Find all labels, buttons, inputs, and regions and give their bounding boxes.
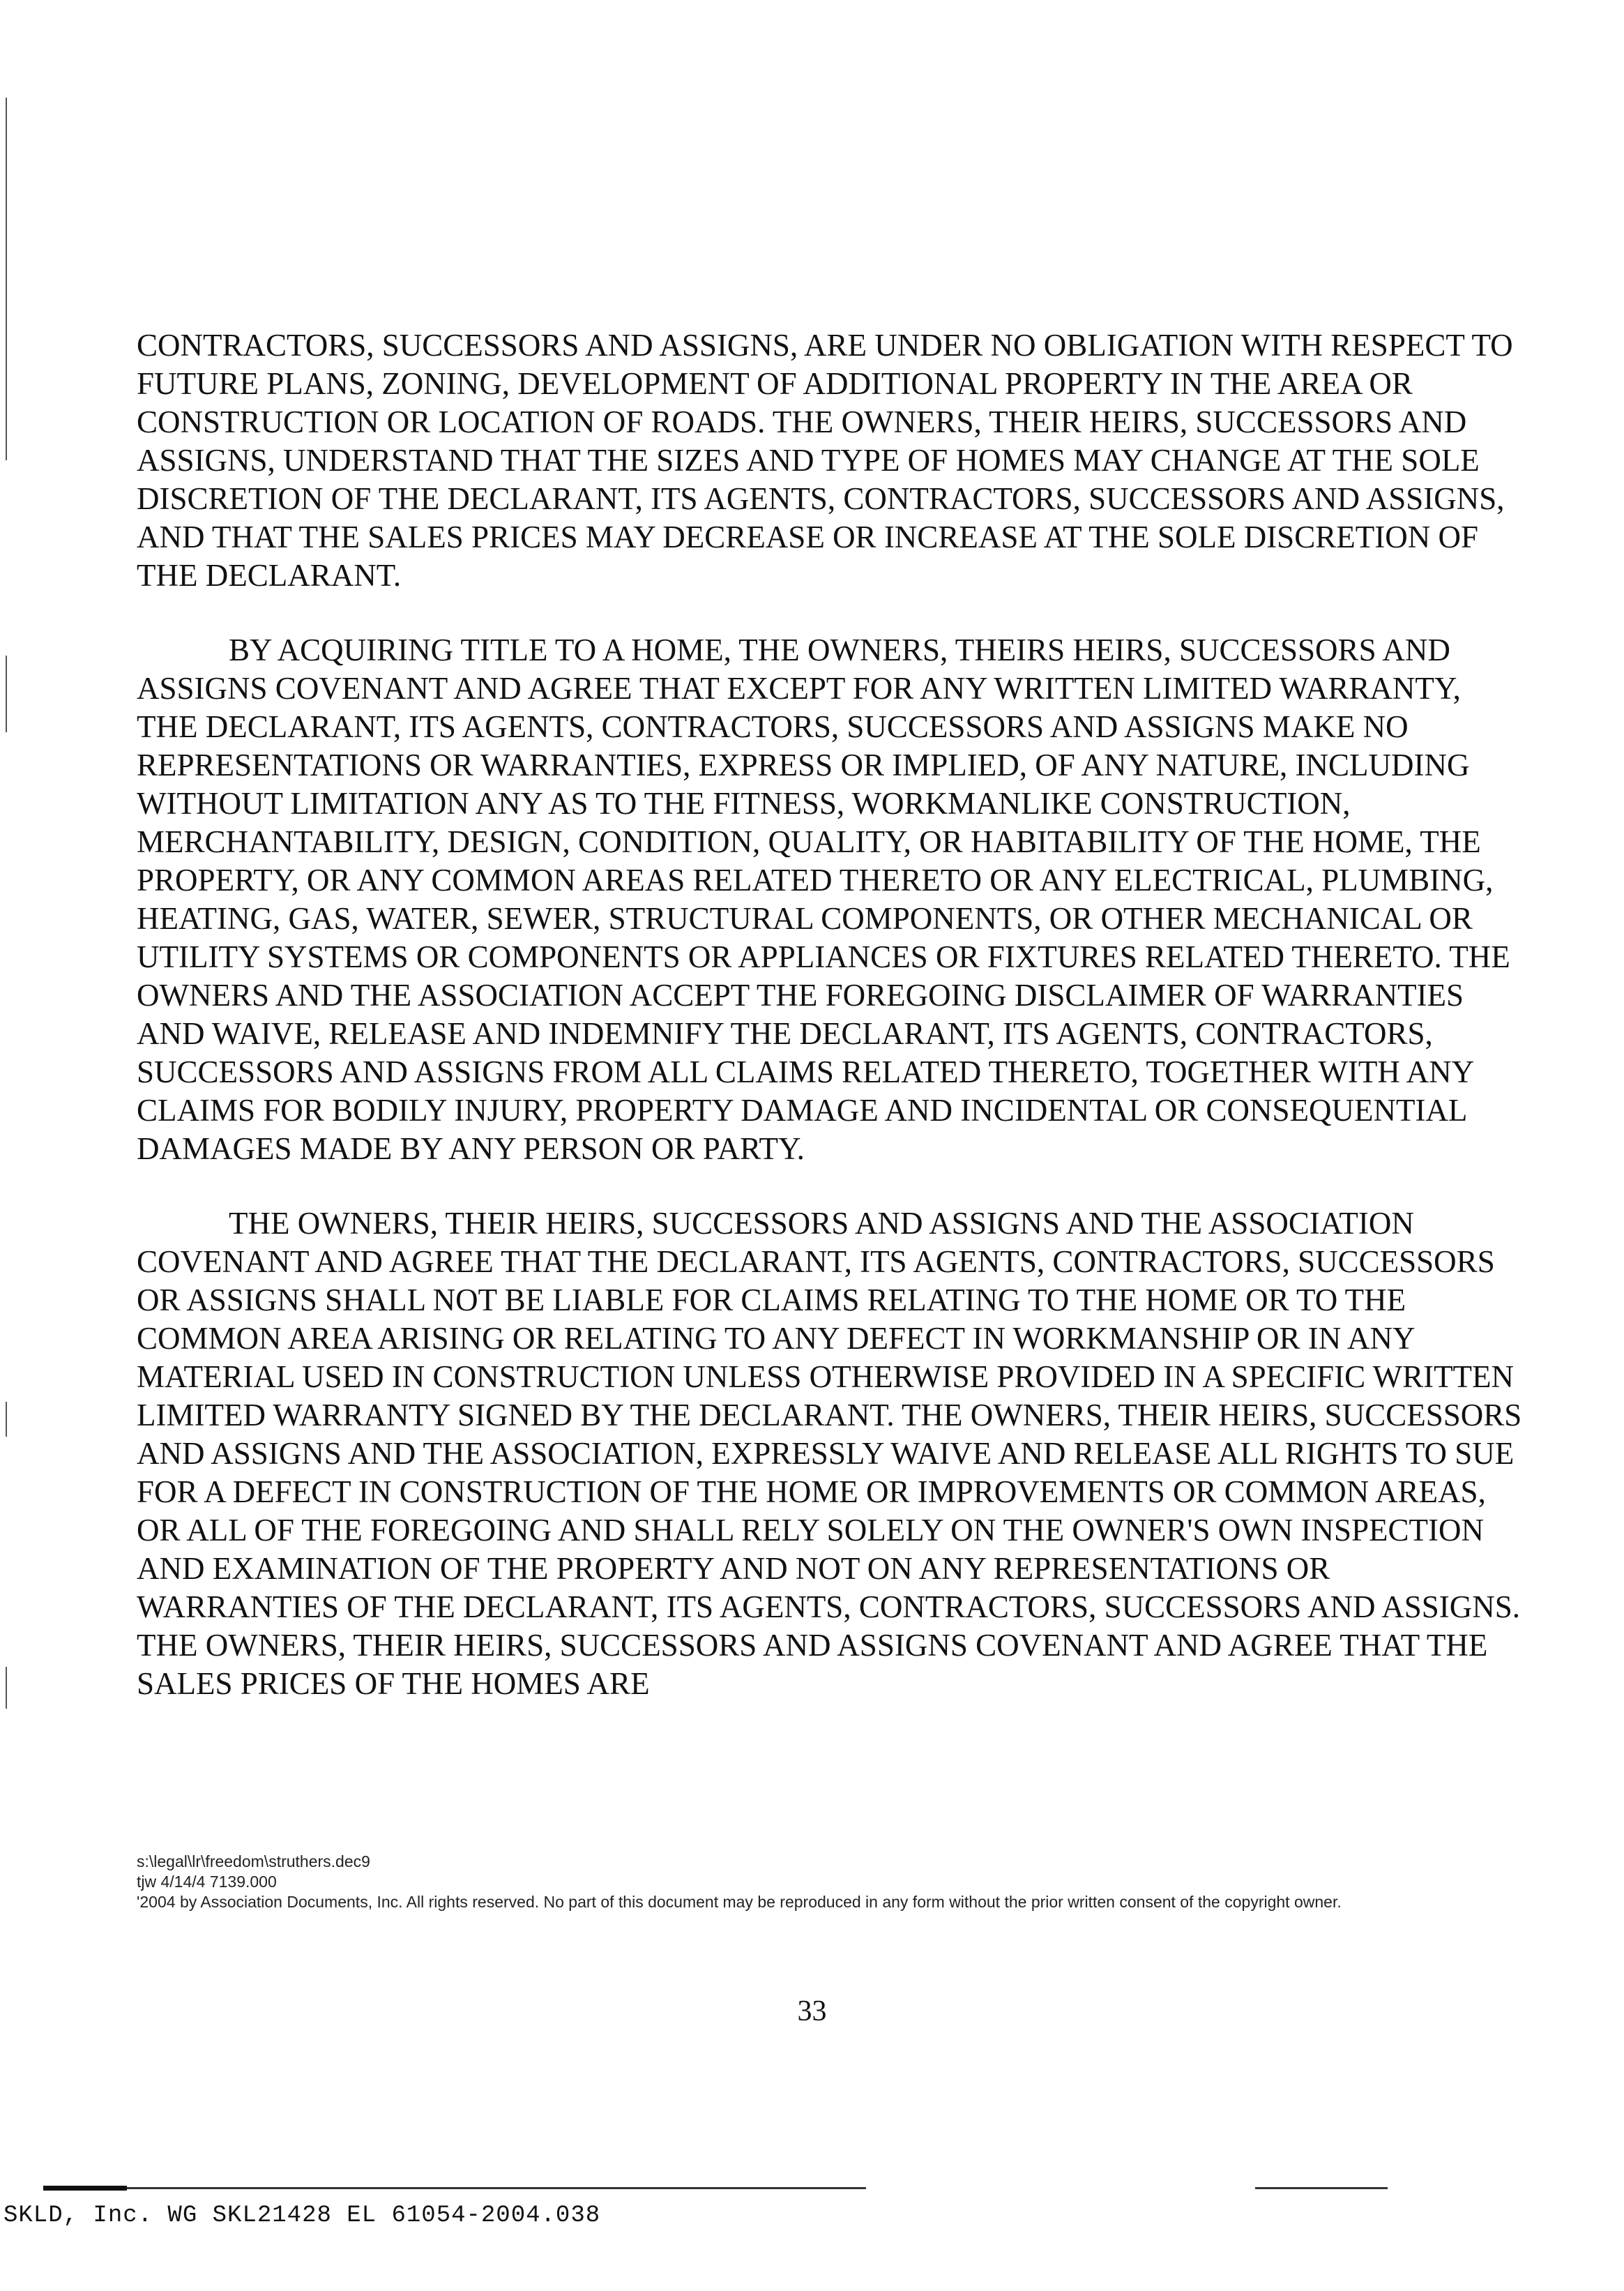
- footer-rule-mark: [43, 2186, 127, 2191]
- footer-copyright: '2004 by Association Documents, Inc. All rights reserved. No part of this document may be reproduced in any form without the prior written consent of the copyright owner.: [137, 1893, 1342, 1911]
- body-text: [137, 326, 1524, 1739]
- paragraph-1: CONTRACTORS, SUCCESSORS AND ASSIGNS, ARE UNDER NO OBLIGATION WITH RESPECT TO FUTURE PLANS, ZONING, DEVELOPMENT OF ADDITIONAL PROPERTY IN THE AREA OR CONSTRUCTION OR LOCATION OF ROADS. THE OWNERS, THEIR HEIRS, SUCCESSORS AND ASSIGNS, UNDERSTAND THAT THE SIZES AND TYPE OF HOMES MAY CHANGE AT THE SOLE DISCRETION OF THE DECLARANT, ITS AGENTS, CONTRACTORS, SUCCESSORS AND ASSIGNS, AND THAT THE SALES PRICES MAY DECREASE OR INCREASE AT THE SOLE DISCRETION OF THE DECLARANT.: [137, 328, 1513, 593]
- footer-file-path: s:\legal\lr\freedom\struthers.dec9: [137, 1852, 370, 1870]
- paragraph-3: THE OWNERS, THEIR HEIRS, SUCCESSORS AND ASSIGNS AND THE ASSOCIATION COVENANT AND AGREE THAT THE DECLARANT, ITS AGENTS, CONTRACTORS, SUCCESSORS OR ASSIGNS SHALL NOT BE LIABLE FOR CLAIMS RELATING TO THE HOME OR TO THE COMMON AREA ARISING OR RELATING TO ANY DEFECT IN WORKMANSHIP OR IN ANY MATERIAL USED IN CONSTRUCTION UNLESS OTHERWISE PROVIDED IN A SPECIFIC WRITTEN LIMITED WARRANTY SIGNED BY THE DECLARANT. THE OWNERS, THEIR HEIRS, SUCCESSORS AND ASSIGNS AND THE ASSOCIATION, EXPRESSLY WAIVE AND RELEASE ALL RIGHTS TO SUE FOR A DEFECT IN CONSTRUCTION OF THE HOME OR IMPROVEMENTS OR COMMON AREAS, OR ALL OF THE FOREGOING AND SHALL RELY SOLELY ON THE OWNER'S OWN INSPECTION AND EXAMINATION OF THE PROPERTY AND NOT ON ANY REPRESENTATIONS OR WARRANTIES OF THE DECLARANT, ITS AGENTS, CONTRACTORS, SUCCESSORS AND ASSIGNS. THE OWNERS, THEIR HEIRS, SUCCESSORS AND ASSIGNS COVENANT AND AGREE THAT THE SALES PRICES OF THE HOMES ARE: [137, 1206, 1522, 1701]
- footer-revision: tjw 4/14/4 7139.000: [137, 1873, 277, 1891]
- scan-margin-mark: [6, 1667, 7, 1709]
- page-number: 33: [797, 1995, 827, 2027]
- filing-stamp: SKLD, Inc. WG SKL21428 EL 61054-2004.038: [3, 2202, 601, 2229]
- scan-margin-mark: [6, 98, 7, 460]
- scan-margin-mark: [6, 1402, 7, 1437]
- paragraph-2: BY ACQUIRING TITLE TO A HOME, THE OWNERS, THEIRS HEIRS, SUCCESSORS AND ASSIGNS COVENANT AND AGREE THAT EXCEPT FOR ANY WRITTEN LIMITED WARRANTY, THE DECLARANT, ITS AGENTS, CONTRACTORS, SUCCESSORS AND ASSIGNS MAKE NO REPRESENTATIONS OR WARRANTIES, EXPRESS OR IMPLIED, OF ANY NATURE, INCLUDING WITHOUT LIMITATION ANY AS TO THE FITNESS, WORKMANLIKE CONSTRUCTION, MERCHANTABILITY, DESIGN, CONDITION, QUALITY, OR HABITABILITY OF THE HOME, THE PROPERTY, OR ANY COMMON AREAS RELATED THERETO OR ANY ELECTRICAL, PLUMBING, HEATING, GAS, WATER, SEWER, STRUCTURAL COMPONENTS, OR OTHER MECHANICAL OR UTILITY SYSTEMS OR COMPONENTS OR APPLIANCES OR FIXTURES RELATED THERETO. THE OWNERS AND THE ASSOCIATION ACCEPT THE FOREGOING DISCLAIMER OF WARRANTIES AND WAIVE, RELEASE AND INDEMNIFY THE DECLARANT, ITS AGENTS, CONTRACTORS, SUCCESSORS AND ASSIGNS FROM ALL CLAIMS RELATED THERETO, TOGETHER WITH ANY CLAIMS FOR BODILY INJURY, PROPERTY DAMAGE AND INCIDENTAL OR CONSEQUENTIAL DAMAGES MADE BY ANY PERSON OR PARTY.: [137, 633, 1510, 1166]
- footer-rule-left: [43, 2187, 866, 2189]
- footer-notes: [137, 1852, 1524, 1912]
- footer-rule-right: [1255, 2187, 1388, 2189]
- scan-margin-mark: [6, 656, 7, 732]
